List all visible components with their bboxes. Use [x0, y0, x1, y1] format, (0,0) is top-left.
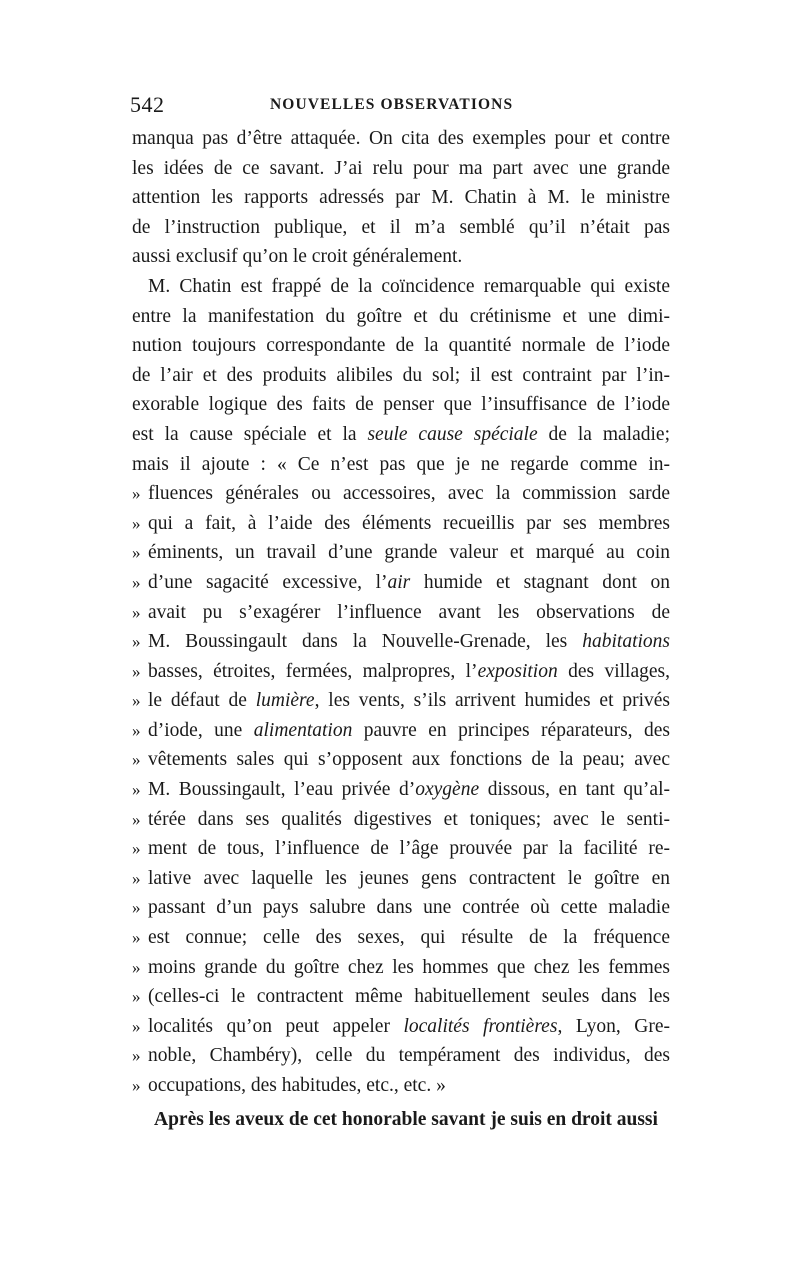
line-text: lative avec laquelle les jeunes gens contractent le goître en: [148, 867, 670, 889]
line-text: exorable logique des faits de penser que l’insuffisance de l’iode: [132, 394, 670, 416]
line-text: de l’air et des produits alibiles du sol; il est contraint par l’in-: [132, 364, 670, 386]
quote-marker: »: [132, 868, 141, 888]
text-line: [132, 893, 670, 923]
text-line: [132, 953, 670, 983]
line-text: passant d’un pays salubre dans une contrée où cette maladie: [148, 897, 670, 919]
quote-marker: »: [132, 513, 141, 533]
quote-marker: »: [132, 1046, 141, 1066]
line-text: entre la manifestation du goître et du crétinisme et une dimi-: [132, 305, 670, 327]
line-text: aussi exclusif qu’on le croit généralement.: [132, 246, 463, 268]
text-line: [132, 805, 670, 835]
page-number: 542: [130, 92, 165, 117]
quote-marker: »: [132, 632, 141, 652]
line-text: térée dans ses qualités digestives et toniques; avec le senti-: [148, 808, 670, 830]
line-text: basses, étroites, fermées, malpropres, l’: [148, 660, 478, 682]
text-line: [132, 420, 670, 450]
text-line: [132, 598, 670, 628]
line-text: d’iode, une: [148, 719, 254, 741]
text-line: [132, 1041, 670, 1071]
line-text: occupations, des habitudes, etc., etc. »: [148, 1075, 446, 1096]
quote-marker: »: [132, 484, 141, 504]
text-line: [132, 272, 670, 302]
quote-marker: »: [132, 839, 141, 859]
italic-phrase: seule cause spéciale: [367, 423, 538, 445]
quote-marker: »: [132, 572, 141, 592]
text-line: [132, 568, 670, 598]
line-text: qui a fait, à l’aide des éléments recueillis par ses membres: [148, 512, 670, 534]
text-line: [132, 716, 670, 746]
quote-marker: »: [132, 661, 141, 681]
italic-phrase: exposition: [477, 660, 558, 682]
line-text: est la cause spéciale et la: [132, 423, 368, 445]
quote-marker: »: [132, 720, 141, 740]
quote-marker: »: [132, 780, 141, 800]
line-text: (celles-ci le contractent même habituellement seules dans les: [148, 986, 670, 1008]
line-text: éminents, un travail d’une grande valeur et marqué au coin: [148, 542, 670, 564]
text-line: [132, 331, 670, 361]
quote-marker: »: [132, 691, 141, 711]
line-text: de la maladie;: [537, 423, 670, 445]
line-text: nution toujours correspondante de la quantité normale de l’iode: [132, 335, 670, 357]
text-line: [132, 509, 670, 539]
quote-marker: »: [132, 928, 141, 948]
text-line: [132, 864, 670, 894]
italic-phrase: habitations: [582, 631, 670, 653]
line-text: dissous, en tant qu’al-: [479, 779, 670, 801]
italic-phrase: alimentation: [253, 719, 353, 741]
quote-marker: »: [132, 1016, 141, 1036]
text-line: [132, 242, 670, 272]
running-head: NOUVELLES OBSERVATIONS: [270, 96, 514, 113]
line-text: mais il ajoute : « Ce n’est pas que je ne regarde comme in-: [132, 453, 670, 475]
page-body: [132, 124, 670, 1134]
line-text: moins grande du goître chez les hommes que chez les femmes: [148, 956, 670, 978]
quote-marker: »: [132, 987, 141, 1007]
line-text: pauvre en principes réparateurs, des: [352, 719, 670, 741]
line-text: M. Chatin est frappé de la coïncidence remarquable qui existe: [148, 275, 670, 297]
quote-marker: »: [132, 1076, 141, 1095]
page-header: [130, 92, 670, 118]
line-text: vêtements sales qui s’opposent aux fonctions de la peau; avec: [148, 749, 670, 771]
text-line: [132, 1071, 670, 1101]
line-text: M. Boussingault, l’eau privée d’: [148, 779, 416, 801]
text-line: [132, 657, 670, 687]
line-text: d’une sagacité excessive, l’: [148, 571, 388, 593]
text-line: [132, 745, 670, 775]
quote-marker: »: [132, 543, 141, 563]
text-line: [132, 124, 670, 154]
text-line: [132, 775, 670, 805]
text-line: [132, 213, 670, 243]
text-line: [132, 1105, 670, 1135]
line-text: , les vents, s’ils arrivent humides et privés: [314, 690, 670, 712]
text-line: [132, 154, 670, 184]
text-line: [132, 390, 670, 420]
line-text: le défaut de: [148, 690, 256, 712]
text-line: [132, 627, 670, 657]
line-text: ment de tous, l’influence de l’âge prouvée par la facilité re-: [148, 838, 670, 860]
text-line: [132, 183, 670, 213]
italic-phrase: localités frontières: [403, 1015, 558, 1037]
italic-phrase: lumière: [255, 690, 315, 712]
line-text: humide et stagnant dont on: [410, 571, 670, 593]
text-line: [132, 302, 670, 332]
text-line: [132, 982, 670, 1012]
quote-marker: »: [132, 809, 141, 829]
line-text: localités qu’on peut appeler: [148, 1015, 404, 1037]
line-text: est connue; celle des sexes, qui résulte de la fréquence: [148, 927, 670, 949]
text-line: [132, 834, 670, 864]
line-text: manqua pas d’être attaquée. On cita des exemples pour et contre: [132, 128, 670, 149]
line-text: des villages,: [557, 660, 670, 682]
quote-marker: »: [132, 957, 141, 977]
italic-phrase: air: [387, 571, 411, 593]
text-line: [132, 538, 670, 568]
line-text: M. Boussingault dans la Nouvelle-Grenade, les: [148, 631, 583, 653]
line-text: les idées de ce savant. J’ai relu pour ma part avec une grande: [132, 157, 670, 179]
line-text: fluences générales ou accessoires, avec la commission sarde: [148, 483, 670, 505]
line-text: Après les aveux de cet honorable savant je suis en droit aussi: [154, 1108, 658, 1130]
text-line: [132, 1012, 670, 1042]
quote-marker: »: [132, 602, 141, 622]
text-line: [132, 450, 670, 480]
text-line: [132, 923, 670, 953]
text-line: [132, 361, 670, 391]
italic-phrase: oxygène: [415, 779, 480, 801]
quote-marker: »: [132, 898, 141, 918]
line-text: , Lyon, Gre-: [557, 1015, 671, 1037]
line-text: de l’instruction publique, et il m’a semblé qu’il n’était pas: [132, 216, 670, 238]
line-text: noble, Chambéry), celle du tempérament des individus, des: [148, 1045, 670, 1067]
line-text: avait pu s’exagérer l’influence avant les observations de: [148, 601, 670, 623]
text-line: [132, 686, 670, 716]
quote-marker: »: [132, 750, 141, 770]
line-text: attention les rapports adressés par M. Chatin à M. le ministre: [132, 187, 670, 209]
text-line: [132, 479, 670, 509]
